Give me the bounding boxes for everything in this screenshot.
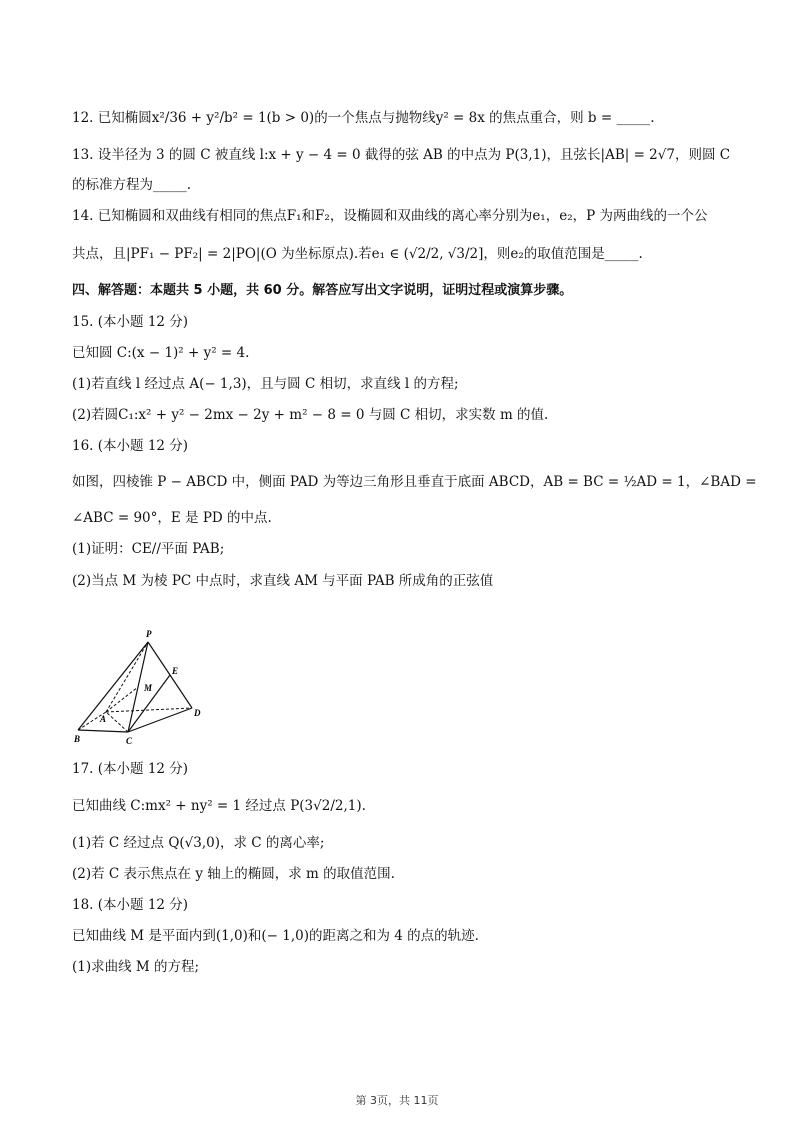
section-heading: 四、解答题：本题共 5 小题，共 60 分。解答应写出文字说明，证明过程或演算步骤。 <box>72 283 573 298</box>
line-q16-2: (2)当点 M 为棱 PC 中点时，求直线 AM 与平面 PAB 所成角的正弦值 <box>72 573 494 589</box>
line-q17-stem: 已知曲线 C:mx² + ny² = 1 经过点 P(3√2/2,1). <box>72 798 366 814</box>
line-q18-1: (1)求曲线 M 的方程; <box>72 959 200 975</box>
line-q15-stem: 已知圆 C:(x − 1)² + y² = 4. <box>72 345 250 361</box>
label-p: P <box>146 629 152 639</box>
line-q15-title: 15. (本小题 12 分) <box>72 314 189 330</box>
line-q16-title: 16. (本小题 12 分) <box>72 438 189 454</box>
label-c: C <box>126 736 133 746</box>
label-e: E <box>172 666 179 676</box>
line-q14b: 共点，且|PF₁ − PF₂| = 2|PO|(O 为坐标原点).若e₁ ∈ (√2/2, √3/2]，则e₂的取值范围是_____. <box>72 246 643 262</box>
line-q13b: 的标准方程为_____. <box>72 177 192 193</box>
line-q18-stem: 已知曲线 M 是平面内到(1,0)和(− 1,0)的距离之和为 4 的点的轨迹. <box>72 928 479 944</box>
line-q16-1: (1)证明：CE//平面 PAB; <box>72 541 225 557</box>
label-d: D <box>194 708 201 718</box>
line-q16-stem-b: ∠ABC = 90°，E 是 PD 的中点. <box>72 510 272 526</box>
line-q18-title: 18. (本小题 12 分) <box>72 897 189 913</box>
line-q17-2: (2)若 C 表示焦点在 y 轴上的椭圆，求 m 的取值范围. <box>72 866 395 882</box>
pyramid-figure <box>70 626 210 750</box>
line-q15-1: (1)若直线 l 经过点 A(− 1,3)，且与圆 C 相切，求直线 l 的方程; <box>72 376 459 392</box>
label-b: B <box>74 734 81 744</box>
line-q12: 12. 已知椭圆x²/36 + y²/b² = 1(b > 0)的一个焦点与抛物线y² = 8x 的焦点重合，则 b = _____. <box>72 110 655 126</box>
line-q14a: 14. 已知椭圆和双曲线有相同的焦点F₁和F₂，设椭圆和双曲线的离心率分别为e₁，e₂，P 为两曲线的一个公 <box>72 208 708 224</box>
label-m: M <box>144 683 153 693</box>
page-footer: 第 3页，共 11页 <box>355 1094 439 1107</box>
line-q15-2: (2)若圆C₁:x² + y² − 2mx − 2y + m² − 8 = 0 与圆 C 相切，求实数 m 的值. <box>72 407 549 423</box>
line-q16-stem-a: 如图，四棱锥 P − ABCD 中，侧面 PAD 为等边三角形且垂直于底面 ABCD，AB = BC = ½AD = 1，∠BAD = <box>72 474 757 490</box>
label-a: A <box>100 714 107 724</box>
line-q13a: 13. 设半径为 3 的圆 C 被直线 l:x + y − 4 = 0 截得的弦 AB 的中点为 P(3,1)，且弦长|AB| = 2√7，则圆 C <box>72 147 731 163</box>
line-q17-title: 17. (本小题 12 分) <box>72 761 189 777</box>
line-q17-1: (1)若 C 经过点 Q(√3,0)，求 C 的离心率; <box>72 835 325 851</box>
